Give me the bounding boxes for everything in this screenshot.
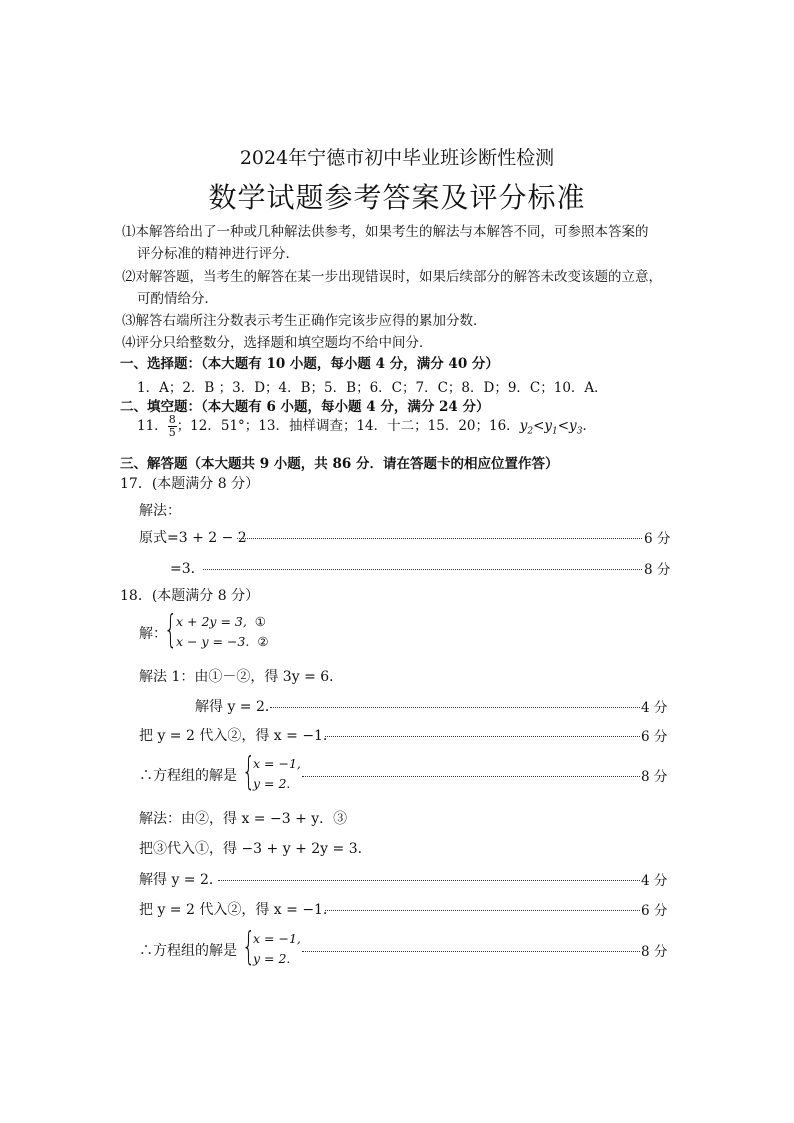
- q18-m1-score-4: 8 分: [641, 769, 668, 785]
- q18-m2-line1: 解法：由②，得 x = −3 + y．③: [139, 811, 348, 827]
- q17-line1: 原式=3 + 2 − 2: [139, 530, 247, 546]
- q11-label: 11．: [137, 418, 168, 434]
- document-title: 2024年宁德市初中毕业班诊断性检测: [239, 147, 555, 169]
- q18-leader-6: [302, 951, 640, 952]
- note-2: ⑵对解答题，当考生的解答在某一步出现错误时，如果后续部分的解答未改变该题的立意，: [122, 269, 662, 285]
- q18-m2-score-4: 6 分: [641, 903, 668, 919]
- q18-leader-5: [325, 910, 640, 911]
- q18-m2-score-3: 4 分: [641, 873, 668, 889]
- section-solve-heading: 三、解答题（本大题共 9 小题，共 86 分．请在答题卡的相应位置作答）: [120, 456, 559, 472]
- q18-leader-2: [325, 736, 640, 737]
- q18-solution-system-1: x = −1, y = 2.: [253, 756, 301, 791]
- q18-solve-label: 解：: [139, 626, 167, 642]
- q18-solution-brace-1: {: [242, 749, 256, 793]
- q18-system-brace: {: [164, 607, 178, 651]
- eq1-tag: ①: [254, 614, 267, 629]
- q17-score-1: 6 分: [644, 531, 671, 547]
- q17-heading: 17．(本题满分 8 分）: [120, 476, 260, 492]
- q18-m2-line3: 解得 y = 2．: [139, 872, 223, 888]
- q11-fraction: $\frac{8}{5}$: [168, 413, 176, 439]
- q18-solution-system-2: x = −1, y = 2.: [253, 931, 301, 966]
- q17-score-2: 8 分: [644, 562, 671, 578]
- section-fill-answers: 11． $\frac{8}{5}$ ；12．51°；13．抽样调查；14．十二；15．20；16．$y_2<y_1<y_3$．: [137, 413, 596, 439]
- q18-m2-line2: 把③代入①，得 −3 + y + 2y = 3．: [139, 841, 372, 857]
- q18-heading: 18．(本题满分 8 分）: [120, 588, 260, 604]
- eq2-tag: ②: [257, 634, 269, 649]
- section-choice-answers: 1．A；2．B ；3．D；4．B；5．B；6．C；7．C；8．D；9．C；10．A．: [137, 380, 608, 396]
- q18-m1-line4: ∴方程组的解是: [139, 768, 237, 784]
- section-fill-heading: 二、填空题：（本大题有 6 小题，每小题 4 分，满分 24 分）: [120, 399, 490, 415]
- q18-m1-line3: 把 y = 2 代入②，得 x = −1．: [139, 728, 337, 744]
- q18-m1-line2: 解得 y = 2．: [195, 699, 279, 715]
- q18-solution-brace-2: {: [242, 924, 256, 968]
- q18-m2-line4: 把 y = 2 代入②，得 x = −1．: [139, 902, 337, 918]
- q18-leader-3: [302, 776, 640, 777]
- q18-leader-4: [218, 880, 640, 881]
- q18-m1-score-2: 4 分: [641, 700, 668, 716]
- note-4: ⑷评分只给整数分，选择题和填空题均不给中间分．: [122, 335, 433, 351]
- section-choice-heading: 一、选择题：（本大题有 10 小题，每小题 4 分，满分 40 分）: [120, 356, 499, 372]
- note-3: ⑶解答右端所注分数表示考生正确作完该步应得的累加分数．: [122, 313, 487, 329]
- q18-m2-line5: ∴方程组的解是: [139, 943, 237, 959]
- note-2-cont: 可酌情给分．: [137, 291, 218, 307]
- q17-leader-2: [203, 569, 642, 570]
- q16-inequality: $y_2<y_1<y_3$: [519, 418, 583, 437]
- q17-line2: =3．: [170, 561, 205, 577]
- q18-m2-score-5: 8 分: [641, 944, 668, 960]
- fill-answers-rest: ；12．51°；13．抽样调查；14．十二；15．20；16．: [176, 418, 520, 434]
- q18-equation-system: x + 2y = 3, ① x − y = −3. ②: [176, 614, 269, 649]
- q18-m1-line1: 解法 1：由①－②，得 3y = 6．: [139, 669, 344, 685]
- note-1: ⑴本解答给出了一种或几种解法供参考，如果考生的解法与本解答不同，可参照本答案的: [122, 224, 649, 240]
- q17-method: 解法：: [139, 503, 181, 519]
- q18-m1-score-3: 6 分: [641, 729, 668, 745]
- q18-leader-1: [270, 707, 640, 708]
- q17-leader-1: [237, 538, 642, 539]
- document-subtitle: 数学试题参考答案及评分标准: [208, 181, 586, 214]
- note-1-cont: 评分标准的精神进行评分．: [137, 246, 299, 262]
